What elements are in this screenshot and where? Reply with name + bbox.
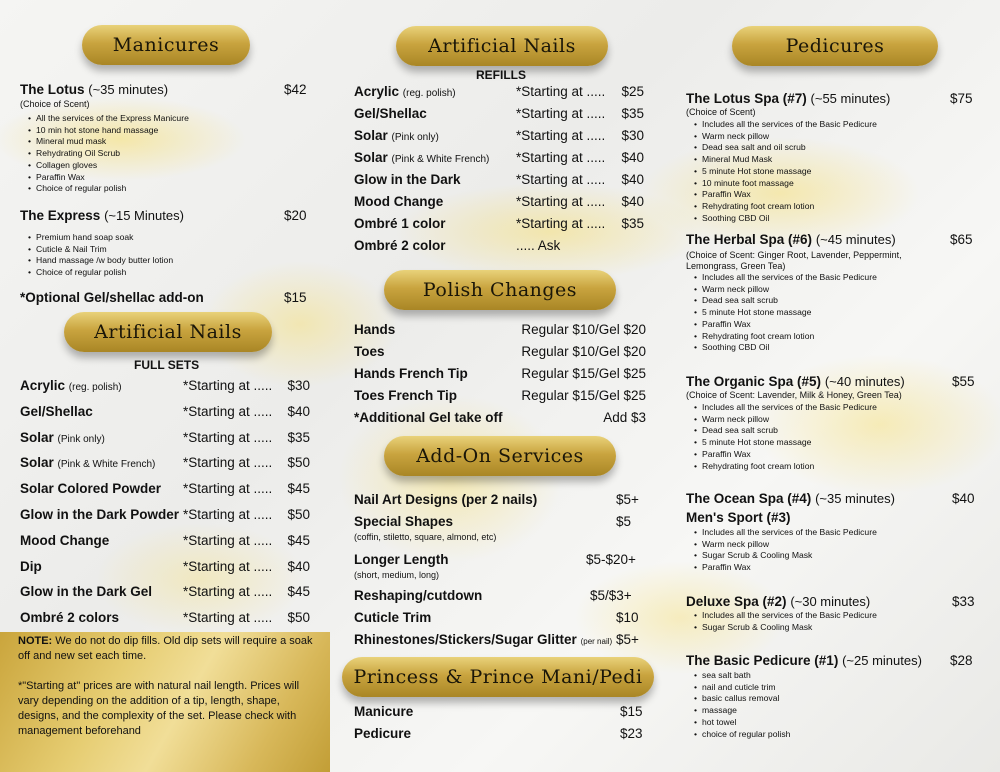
lotus-spa-list: • Includes all the services of the Basic Pedicure • Warm neck pillow • Dead sea salt and oil scrub • Mineral Mud Mask • 5 minute Hot stone massage • 10 minute foot massage • Paraffin Wax • Rehydrating foot cream lotion • Soothing CBD Oil — [694, 119, 877, 224]
deluxe-spa-name: Deluxe Spa (#2) (~30 minutes) — [686, 594, 871, 609]
full-set-starting: *Starting at ..... — [183, 558, 273, 574]
full-set-row — [20, 430, 310, 445]
polish-row — [354, 322, 646, 337]
lotus-manicure-name: The Lotus (~35 minutes) — [20, 82, 169, 97]
refill-starting: *Starting at ..... — [516, 84, 606, 99]
refill-name: Mood Change — [354, 194, 444, 209]
full-set-name: Solar (Pink only) — [20, 429, 105, 445]
manicures-title: Manicures — [112, 34, 220, 56]
full-set-name: Mood Change — [20, 532, 110, 548]
polish-name: Toes French Tip — [354, 388, 458, 403]
polish-title: Polish Changes — [422, 279, 578, 301]
full-set-name: Solar Colored Powder — [20, 481, 162, 497]
refill-name: Ombré 1 color — [354, 216, 446, 231]
addons-title: Add-On Services — [416, 445, 584, 467]
refill-price: $40 — [621, 150, 644, 165]
full-set-row — [20, 610, 310, 625]
lotus-spa-name: The Lotus Spa (#7) (~55 minutes) — [686, 91, 891, 106]
refill-price — [616, 238, 644, 253]
princess-banner — [342, 657, 654, 697]
ocean-spa-list: • Includes all the services of the Basic Pedicure • Warm neck pillow • Sugar Scrub & Cooling Mask • Paraffin Wax — [694, 527, 877, 574]
full-set-row — [20, 455, 310, 470]
deluxe-spa-price: $33 — [952, 594, 975, 609]
polish-row — [354, 388, 646, 403]
refill-name: Glow in the Dark — [354, 172, 461, 187]
refill-row — [354, 84, 644, 99]
polish-price: Regular $10/Gel $20 — [521, 344, 646, 359]
addon-cuticle-trim-price: $10 — [616, 610, 639, 625]
polish-row — [354, 366, 646, 381]
optional-gel-addon: *Optional Gel/shellac add-on — [20, 290, 204, 305]
herbal-spa-list: • Includes all the services of the Basic Pedicure • Warm neck pillow • Dead sea salt scrub • 5 minute Hot stone massage • Paraffin Wax • Rehydrating foot cream lotion • Soothing CBD Oil — [694, 272, 877, 354]
full-set-row — [20, 584, 310, 599]
polish-price: Regular $15/Gel $25 — [521, 388, 646, 403]
addon-longer-length-price: $5-$20+ — [586, 552, 636, 567]
pedicures-title: Pedicures — [785, 35, 885, 57]
princess-title: Princess & Prince Mani/Pedi — [353, 666, 643, 688]
organic-spa-list: • Includes all the services of the Basic Pedicure • Warm neck pillow • Dead sea salt scrub • 5 minute Hot stone massage • Paraffin Wax • Rehydrating foot cream lotion — [694, 402, 877, 472]
refill-starting: *Starting at ..... — [516, 194, 606, 209]
refill-row — [354, 128, 644, 143]
full-set-starting: *Starting at ..... — [183, 507, 273, 522]
full-set-row — [20, 559, 310, 574]
herbal-spa-name: The Herbal Spa (#6) (~45 minutes) — [686, 232, 896, 247]
full-set-row — [20, 404, 310, 419]
addon-nail-art: Nail Art Designs (per 2 nails) — [354, 492, 538, 507]
refill-starting: *Starting at ..... — [516, 216, 606, 231]
mens-sport-name: Men's Sport (#3) — [686, 510, 791, 525]
refill-price: $40 — [621, 194, 644, 209]
refill-name: Solar (Pink only) — [354, 128, 439, 143]
organic-spa-price: $55 — [952, 374, 975, 389]
refill-name: Gel/Shellac — [354, 106, 427, 121]
polish-name: *Additional Gel take off — [354, 410, 503, 425]
refill-price: $30 — [621, 128, 644, 143]
full-set-starting: *Starting at ..... — [183, 481, 273, 497]
full-set-starting: *Starting at ..... — [183, 378, 273, 393]
polish-row — [354, 344, 646, 359]
polish-row — [354, 410, 646, 425]
ocean-spa-name: The Ocean Spa (#4) (~35 minutes) — [686, 491, 895, 506]
polish-price: Regular $15/Gel $25 — [521, 366, 646, 381]
addons-banner — [384, 436, 616, 476]
addon-rhinestones-price: $5+ — [616, 632, 639, 647]
princess-pedicure-price: $23 — [620, 726, 643, 741]
addon-rhinestones: Rhinestones/Stickers/Sugar Glitter (per nail) — [354, 632, 613, 647]
full-set-price: $45 — [287, 584, 310, 600]
full-set-price: $40 — [287, 558, 310, 574]
refill-starting: ..... Ask — [516, 238, 561, 253]
polish-name: Hands French Tip — [354, 366, 468, 381]
full-set-price: $50 — [287, 455, 310, 471]
addon-special-shapes-price: $5 — [616, 514, 632, 529]
basic-pedicure-list: • sea salt bath • nail and cuticle trim • basic callus removal • massage • hot towel • choice of regular polish — [694, 670, 790, 740]
refill-row — [354, 238, 644, 253]
pedicures-banner — [732, 26, 938, 66]
full-set-row — [20, 507, 310, 522]
lotus-spa-price: $75 — [950, 91, 973, 106]
full-set-price: $40 — [287, 403, 310, 419]
full-set-name: Gel/Shellac — [20, 403, 93, 419]
full-set-name: Glow in the Dark Powder — [20, 507, 180, 522]
full-set-starting: *Starting at ..... — [183, 403, 273, 419]
full-set-starting: *Starting at ..... — [183, 455, 273, 471]
addon-longer-length-sub: (short, medium, long) — [354, 570, 440, 580]
refill-price: $35 — [621, 216, 644, 231]
optional-gel-addon-price: $15 — [284, 290, 307, 305]
princess-manicure: Manicure — [354, 704, 414, 719]
express-manicure-list: • Premium hand soap soak • Cuticle & Nail Trim • Hand massage /w body butter lotion • Choice of regular polish — [28, 232, 173, 279]
full-set-name: Glow in the Dark Gel — [20, 584, 153, 600]
refills-subtitle: REFILLS — [476, 68, 526, 82]
full-set-price: $35 — [287, 429, 310, 445]
artificial-refills-title: Artificial Nails — [428, 35, 576, 57]
refill-name: Ombré 2 color — [354, 238, 446, 253]
polish-name: Hands — [354, 322, 396, 337]
refill-starting: *Starting at ..... — [516, 106, 606, 121]
express-manicure-name: The Express (~15 Minutes) — [20, 208, 184, 223]
full-set-starting: *Starting at ..... — [183, 610, 273, 626]
refill-row — [354, 216, 644, 231]
full-set-price: $50 — [287, 507, 310, 522]
addon-reshaping-price: $5/$3+ — [590, 588, 632, 603]
ocean-spa-price: $40 — [952, 491, 975, 506]
lotus-manicure-scent: (Choice of Scent) — [20, 99, 90, 109]
addon-reshaping: Reshaping/cutdown — [354, 588, 483, 603]
refill-name: Solar (Pink & White French) — [354, 150, 490, 165]
refill-price: $25 — [621, 84, 644, 99]
full-set-price: $45 — [287, 532, 310, 548]
note-box — [0, 632, 330, 772]
full-sets-subtitle: FULL SETS — [134, 358, 200, 372]
full-set-price: $45 — [287, 481, 310, 497]
express-manicure-price: $20 — [284, 208, 307, 223]
polish-name: Toes — [354, 344, 385, 359]
addon-longer-length: Longer Length — [354, 552, 449, 567]
refill-row — [354, 172, 644, 187]
full-set-name: Acrylic (reg. polish) — [20, 378, 122, 393]
princess-manicure-price: $15 — [620, 704, 643, 719]
full-set-name: Solar (Pink & White French) — [20, 455, 156, 471]
refill-row — [354, 106, 644, 121]
artificial-full-banner — [64, 312, 272, 352]
full-set-row — [20, 533, 310, 548]
full-set-starting: *Starting at ..... — [183, 584, 273, 600]
polish-price: Regular $10/Gel $20 — [521, 322, 646, 337]
organic-spa-name: The Organic Spa (#5) (~40 minutes) — [686, 374, 905, 389]
refill-row — [354, 194, 644, 209]
refill-starting: *Starting at ..... — [516, 172, 606, 187]
full-set-name: Dip — [20, 558, 42, 574]
artificial-full-title: Artificial Nails — [94, 321, 242, 343]
full-set-row — [20, 378, 310, 393]
full-set-name: Ombré 2 colors — [20, 610, 120, 626]
manicures-banner — [82, 25, 250, 65]
lotus-spa-scent: (Choice of Scent) — [686, 107, 756, 117]
basic-pedicure-name: The Basic Pedicure (#1) (~25 minutes) — [686, 653, 922, 668]
deluxe-spa-list: • Includes all the services of the Basic Pedicure • Sugar Scrub & Cooling Mask — [694, 610, 877, 633]
lotus-manicure-list: • All the services of the Express Manicure • 10 min hot stone hand massage • Mineral mud mask • Rehydrating Oil Scrub • Collagen gloves • Paraffin Wax • Choice of regular polish — [28, 113, 189, 195]
full-set-starting: *Starting at ..... — [183, 532, 273, 548]
addon-special-shapes-sub: (coffin, stiletto, square, almond, etc) — [354, 532, 497, 542]
refill-row — [354, 150, 644, 165]
full-set-price: $50 — [287, 610, 310, 626]
princess-pedicure: Pedicure — [354, 726, 412, 741]
polish-price: Add $3 — [603, 410, 646, 425]
left-column — [0, 0, 330, 772]
full-set-starting: *Starting at ..... — [183, 429, 273, 445]
herbal-spa-price: $65 — [950, 232, 973, 247]
middle-column — [330, 0, 660, 772]
polish-banner — [384, 270, 616, 310]
herbal-spa-scent: (Choice of Scent: Ginger Root, Lavender, Peppermint, Lemongrass, Green Tea) — [686, 250, 902, 271]
starting-at-note: *"Starting at" prices are with natural nail length. Prices will vary depending on the addition of a tip, length, shape, designs, and the complexity of the set. Please check with management beforehand — [18, 680, 300, 737]
lotus-manicure-price: $42 — [284, 82, 307, 97]
refill-starting: *Starting at ..... — [516, 128, 606, 143]
addon-special-shapes: Special Shapes — [354, 514, 454, 529]
full-set-price: $30 — [287, 378, 310, 393]
addon-nail-art-price: $5+ — [616, 492, 639, 507]
artificial-refills-banner — [396, 26, 608, 66]
organic-spa-scent: (Choice of Scent: Lavender, Milk & Honey, Green Tea) — [686, 390, 902, 400]
full-set-row — [20, 481, 310, 496]
basic-pedicure-price: $28 — [950, 653, 973, 668]
refill-name: Acrylic (reg. polish) — [354, 84, 456, 99]
refill-starting: *Starting at ..... — [516, 150, 606, 165]
addon-cuticle-trim: Cuticle Trim — [354, 610, 432, 625]
refill-price: $35 — [621, 106, 644, 121]
refill-price: $40 — [621, 172, 644, 187]
right-column — [660, 0, 1000, 772]
dip-note: NOTE: We do not do dip fills. Old dip sets will require a soak off and new set each time. — [18, 635, 313, 662]
